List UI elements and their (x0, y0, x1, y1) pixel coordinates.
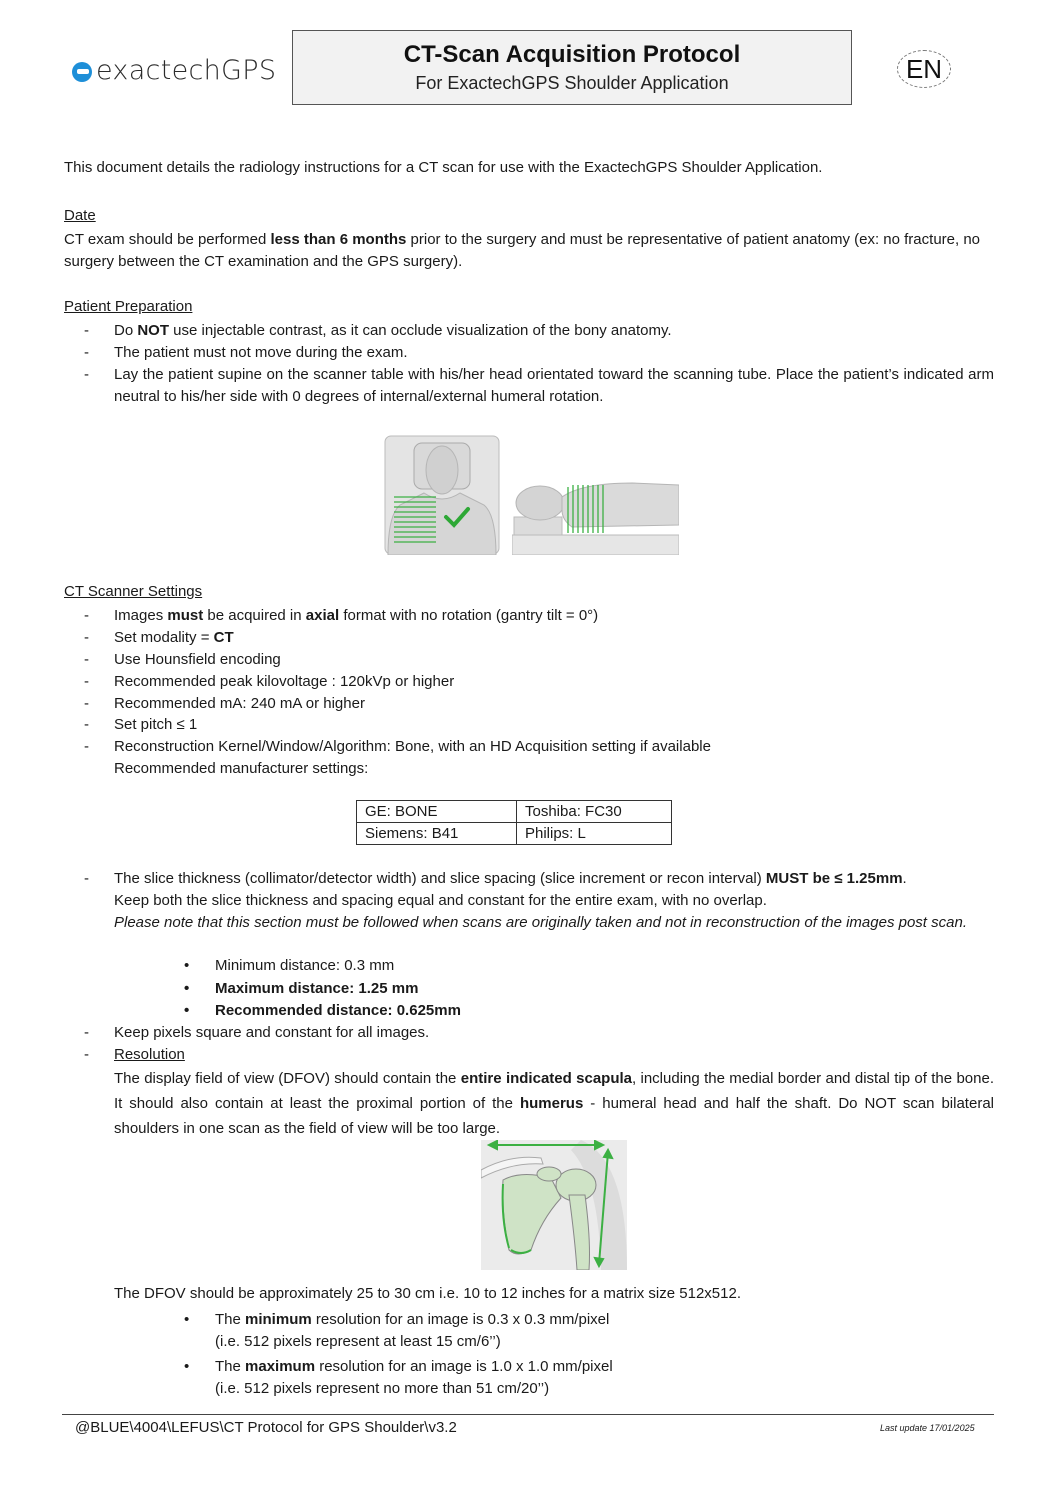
patient-front-view-figure (384, 435, 500, 555)
title-box (292, 30, 852, 105)
manufacturer-settings-table (356, 800, 672, 845)
footer-divider (62, 1414, 994, 1415)
table-row: Siemens: B41 Philips: L (357, 823, 672, 845)
footer-path: @BLUE\4004\LEFUS\CT Protocol for GPS Shoulder\v3.2 (75, 1419, 457, 1436)
exactech-logo (72, 52, 276, 88)
ct-settings-heading: CT Scanner Settings (64, 583, 203, 600)
table-row: GE: BONE Toshiba: FC30 (357, 801, 672, 823)
language-badge: EN (897, 50, 951, 88)
logo-icon (72, 62, 92, 82)
date-heading: Date (64, 207, 96, 224)
patient-side-view-figure (512, 475, 679, 555)
patient-prep-heading: Patient Preparation (64, 298, 193, 315)
slice-note: Please note that this section must be followed when scans are originally taken and not in reconstruction of the images post scan. (114, 914, 967, 931)
shoulder-dfov-figure (481, 1140, 627, 1270)
intro-text: This document details the radiology instructions for a CT scan for use with the ExactechGPS Shoulder Application. (64, 159, 823, 176)
footer-last-update: Last update 17/01/2025 (880, 1423, 975, 1433)
date-text: CT exam should be performed less than 6 months prior to the surgery and must be representative of patient anatomy (ex: no fracture, no surgery between the CT examination and the GPS surgery). (64, 231, 981, 270)
page-title: CT-Scan Acquisition Protocol (403, 41, 741, 68)
logo-text: exactechGPS (96, 54, 277, 86)
resolution-heading: Resolution (114, 1046, 185, 1063)
page-subtitle: For ExactechGPS Shoulder Application (415, 73, 729, 93)
